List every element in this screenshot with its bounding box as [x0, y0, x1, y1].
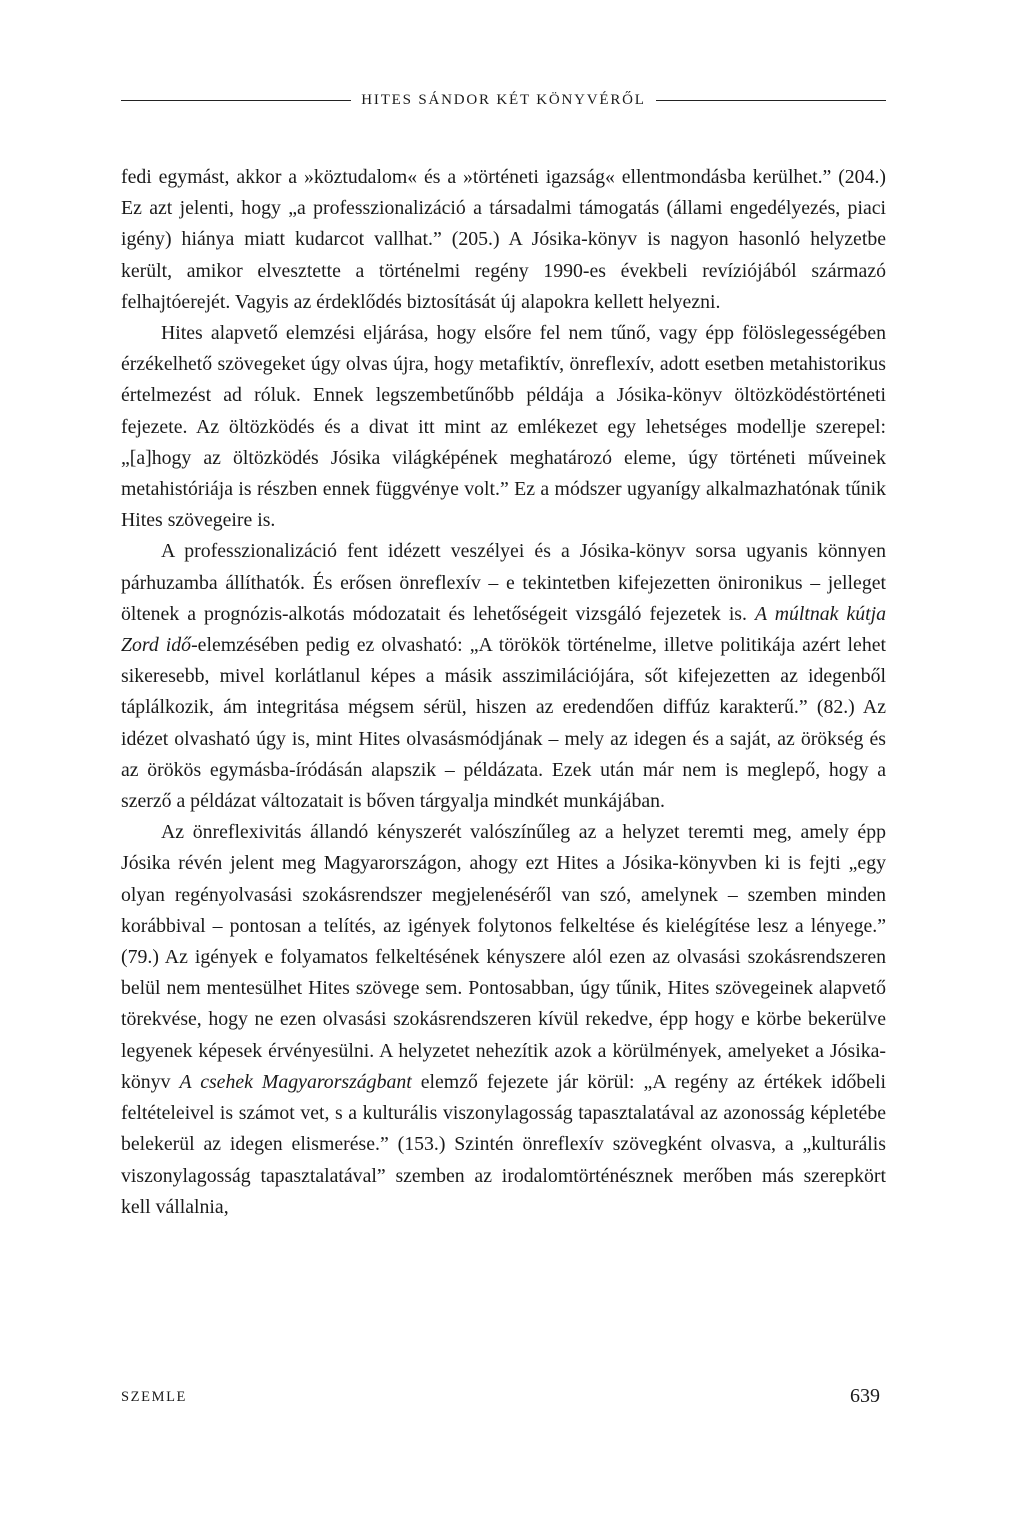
running-header	[121, 88, 886, 112]
paragraph-text: Az önreflexivitás állandó kényszerét valószínűleg az a helyzet teremti meg, amely épp Jósika révén jelent meg Magyarországon, ahogy ezt Hites a Jósika-könyvben ki is fejti „egy olyan regényolvasási szokásrendszer megjelenéséről van szó, amelynek – szemben minden korábbival – pontosan a telítés, az igények folytonos felkeltése és kielégítése lesz a lényege.” (79.) Az igények e folyamatos felkeltésének kényszere alól ezen az olvasási szokásrendszeren belül nem mentesülhet Hites szövege sem. Pontosabban, úgy tűnik, Hites szövegeinek alapvető törekvése, hogy ne ezen olvasási szokásrendszeren kívül rekedve, épp hogy e körbe bekerülve legyenek képesek érvényesülni. A helyzetet nehezítik azok a körülmények, amelyeket a Jósika-könyv	[121, 821, 886, 1093]
paragraph-2	[121, 318, 886, 536]
paragraph-3	[121, 536, 886, 817]
header-rule-left	[121, 100, 351, 101]
paragraph-text: elemző fejezete jár körül: „A regény az értékek időbeli feltételeivel is számot vet, s a kulturális viszonylagosság tapasztalatával az azonosság képletébe belekerül az idegen elismerése.” (153.) Szintén önreflexív szövegként olvasva, a „kulturális viszonylagosság tapasztalatával” szemben az irodalomtörténésznek merőben más szerepkört kell vállalnia,	[121, 1070, 886, 1218]
book-title-italic: A múltnak kútja Zord idő	[121, 602, 886, 657]
paragraph-4	[121, 817, 886, 1223]
paragraph-text: fedi egymást, akkor a »köztudalom« és a »történeti igazság« ellentmondásba kerülhet.” (204.) Ez azt jelenti, hogy „a professzionalizáció a társadalmi támogatás (állami engedélyezés, piaci igény) hiánya miatt kudarcot vallhat.” (205.) A Jósika-könyv is nagyon hasonló helyzetbe került, amikor elvesztette a történelmi regény 1990-es évekbeli revíziójából származó felhajtóerejét. Vagyis az érdeklődés biztosítását új alapokra kellett helyezni.	[121, 166, 886, 313]
paragraph-text: -elemzésében pedig ez olvasható: „A törökök történelme, illetve politikája azért lehet sikeresebb, mivel korlátlanul képes a másik asszimilációjára, sőt kifejezetten az idegenből táplálkozik, ám integritása mégsem sérül, hiszen az eredendően diffúz karakterű.” (82.) Az idézet olvasható úgy is, mint Hites olvasásmódjának – mely az idegen és a saját, az örökség és az örökös egymásba-íródásán alapszik – példázata. Ezek után már nem is meglepő, hogy a szerző a példázat változatait is bőven tárgyalja mindkét munkájában.	[121, 634, 887, 813]
page-number: 639	[850, 1385, 880, 1407]
body-text	[121, 162, 886, 1223]
running-title: HITES SÁNDOR KÉT KÖNYVÉRŐL	[361, 91, 646, 108]
paragraph-1	[121, 162, 886, 318]
paragraph-text: A professzionalizáció fent idézett veszélyei és a Jósika-könyv sorsa ugyanis könnyen párhuzamba állíthatók. És erősen önreflexív – e tekintetben kifejezetten önironikus – jelleget öltenek a prognózis-alkotás módozatait és lehetőségeit vizsgáló fejezetek is.	[121, 540, 886, 625]
journal-name: SZEMLE	[121, 1389, 187, 1405]
header-rule-right	[656, 100, 886, 101]
page-footer	[121, 1385, 886, 1411]
book-title-italic: A csehek Magyarországbant	[179, 1070, 412, 1093]
paragraph-text: Hites alapvető elemzési eljárása, hogy elsőre fel nem tűnő, vagy épp fölöslegességében érzékelhető szövegeket úgy olvas újra, hogy metafiktív, önreflexív, adott esetben metahistorikus értelmezést ad róluk. Ennek legszembetűnőbb példája a Jósika-könyv öltözködéstörténeti fejezete. Az öltözködés és a divat itt mint az emlékezet egy lehetséges modellje szerepel: „[a]hogy az öltözködés Jósika világképének meghatározó eleme, úgy történeti műveinek metahistóriája is részben ennek függvénye volt.” Ez a módszer ugyanígy alkalmazhatónak tűnik Hites szövegeire is.	[121, 322, 886, 532]
